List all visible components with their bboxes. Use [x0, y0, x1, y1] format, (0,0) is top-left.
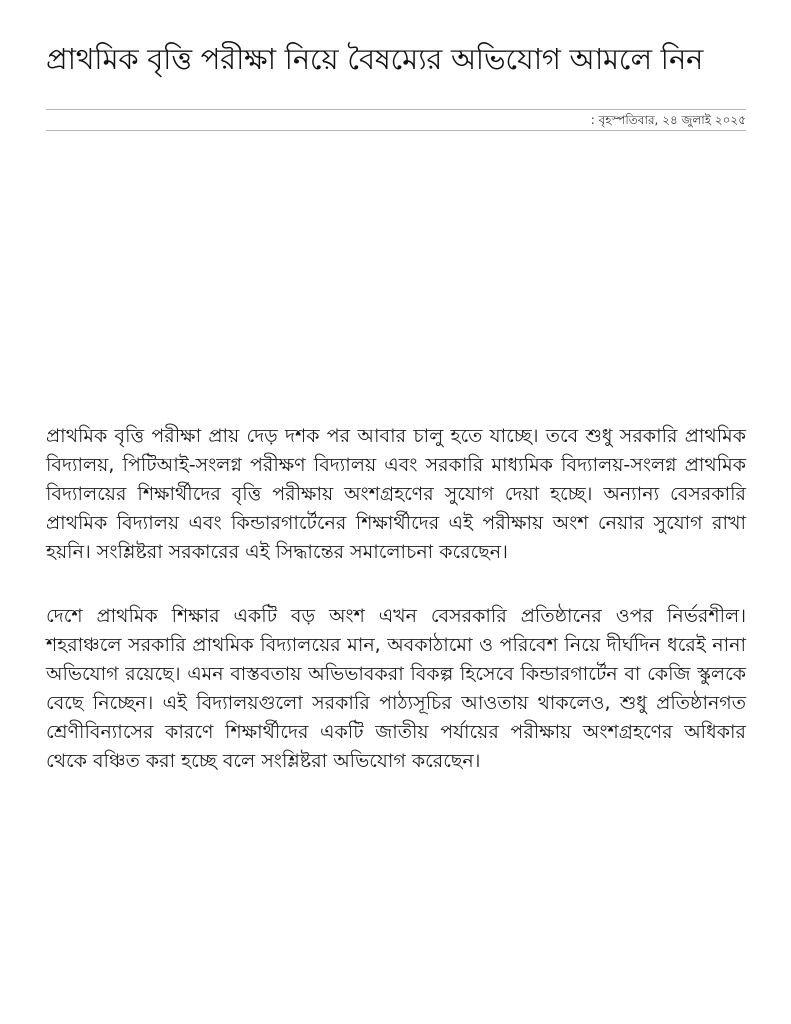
paragraph-spacer — [46, 567, 746, 602]
article-paragraph-1: প্রাথমিক বৃত্তি পরীক্ষা প্রায় দেড় দশক পর আবার চালু হতে যাচ্ছে। তবে শুধু সরকারি প্রাথমিক বিদ্যালয়, পিটিআই-সংলগ্ন পরীক্ষণ বিদ্যালয় এবং সরকারি মাধ্যমিক বিদ্যালয়-সংলগ্ন প্রাথমিক বিদ্যালয়ের শিক্ষার্থীদের বৃত্তি পরীক্ষায় অংশগ্রহণের সুযোগ দেয়া হচ্ছে। অন্যান্য বেসরকারি প্রাথমিক বিদ্যালয় এবং কিন্ডারগার্টেনের শিক্ষার্থীদের এই পরীক্ষায় অংশ নেয়ার সুযোগ রাখা হয়নি। সংশ্লিষ্টরা সরকারের এই সিদ্ধান্তের সমালোচনা করেছেন। — [46, 425, 746, 563]
article-paragraph-2: দেশে প্রাথমিক শিক্ষার একটি বড় অংশ এখন বেসরকারি প্রতিষ্ঠানের ওপর নির্ভরশীল। শহরাঞ্চলে সরকারি প্রাথমিক বিদ্যালয়ের মান, অবকাঠামো ও পরিবেশ নিয়ে দীর্ঘদিন ধরেই নানা অভিযোগ রয়েছে। এমন বাস্তবতায় অভিভাবকরা বিকল্প হিসেবে কিন্ডারগার্টেন বা কেজি স্কুলকে বেছে নিচ্ছেন। এই বিদ্যালয়গুলো সরকারি পাঠ্যসূচির আওতায় থাকলেও, শুধু প্রতিষ্ঠানগত শ্রেণীবিন্যাসের কারণে শিক্ষার্থীদের একটি জাতীয় পর্যায়ের পরীক্ষায় অংশগ্রহণের অধিকার থেকে বঞ্চিত করা হচ্ছে বলে সংশ্লিষ্টরা অভিযোগ করেছেন। — [46, 605, 746, 772]
article-headline: প্রাথমিক বৃত্তি পরীক্ষা নিয়ে বৈষম্যের অভিযোগ আমলে নিন — [46, 42, 703, 76]
article — [46, 40, 746, 776]
article-dateline: : বৃহস্পতিবার, ২৪ জুলাই ২০২৫ — [590, 113, 746, 127]
article-image-placeholder — [46, 131, 746, 422]
